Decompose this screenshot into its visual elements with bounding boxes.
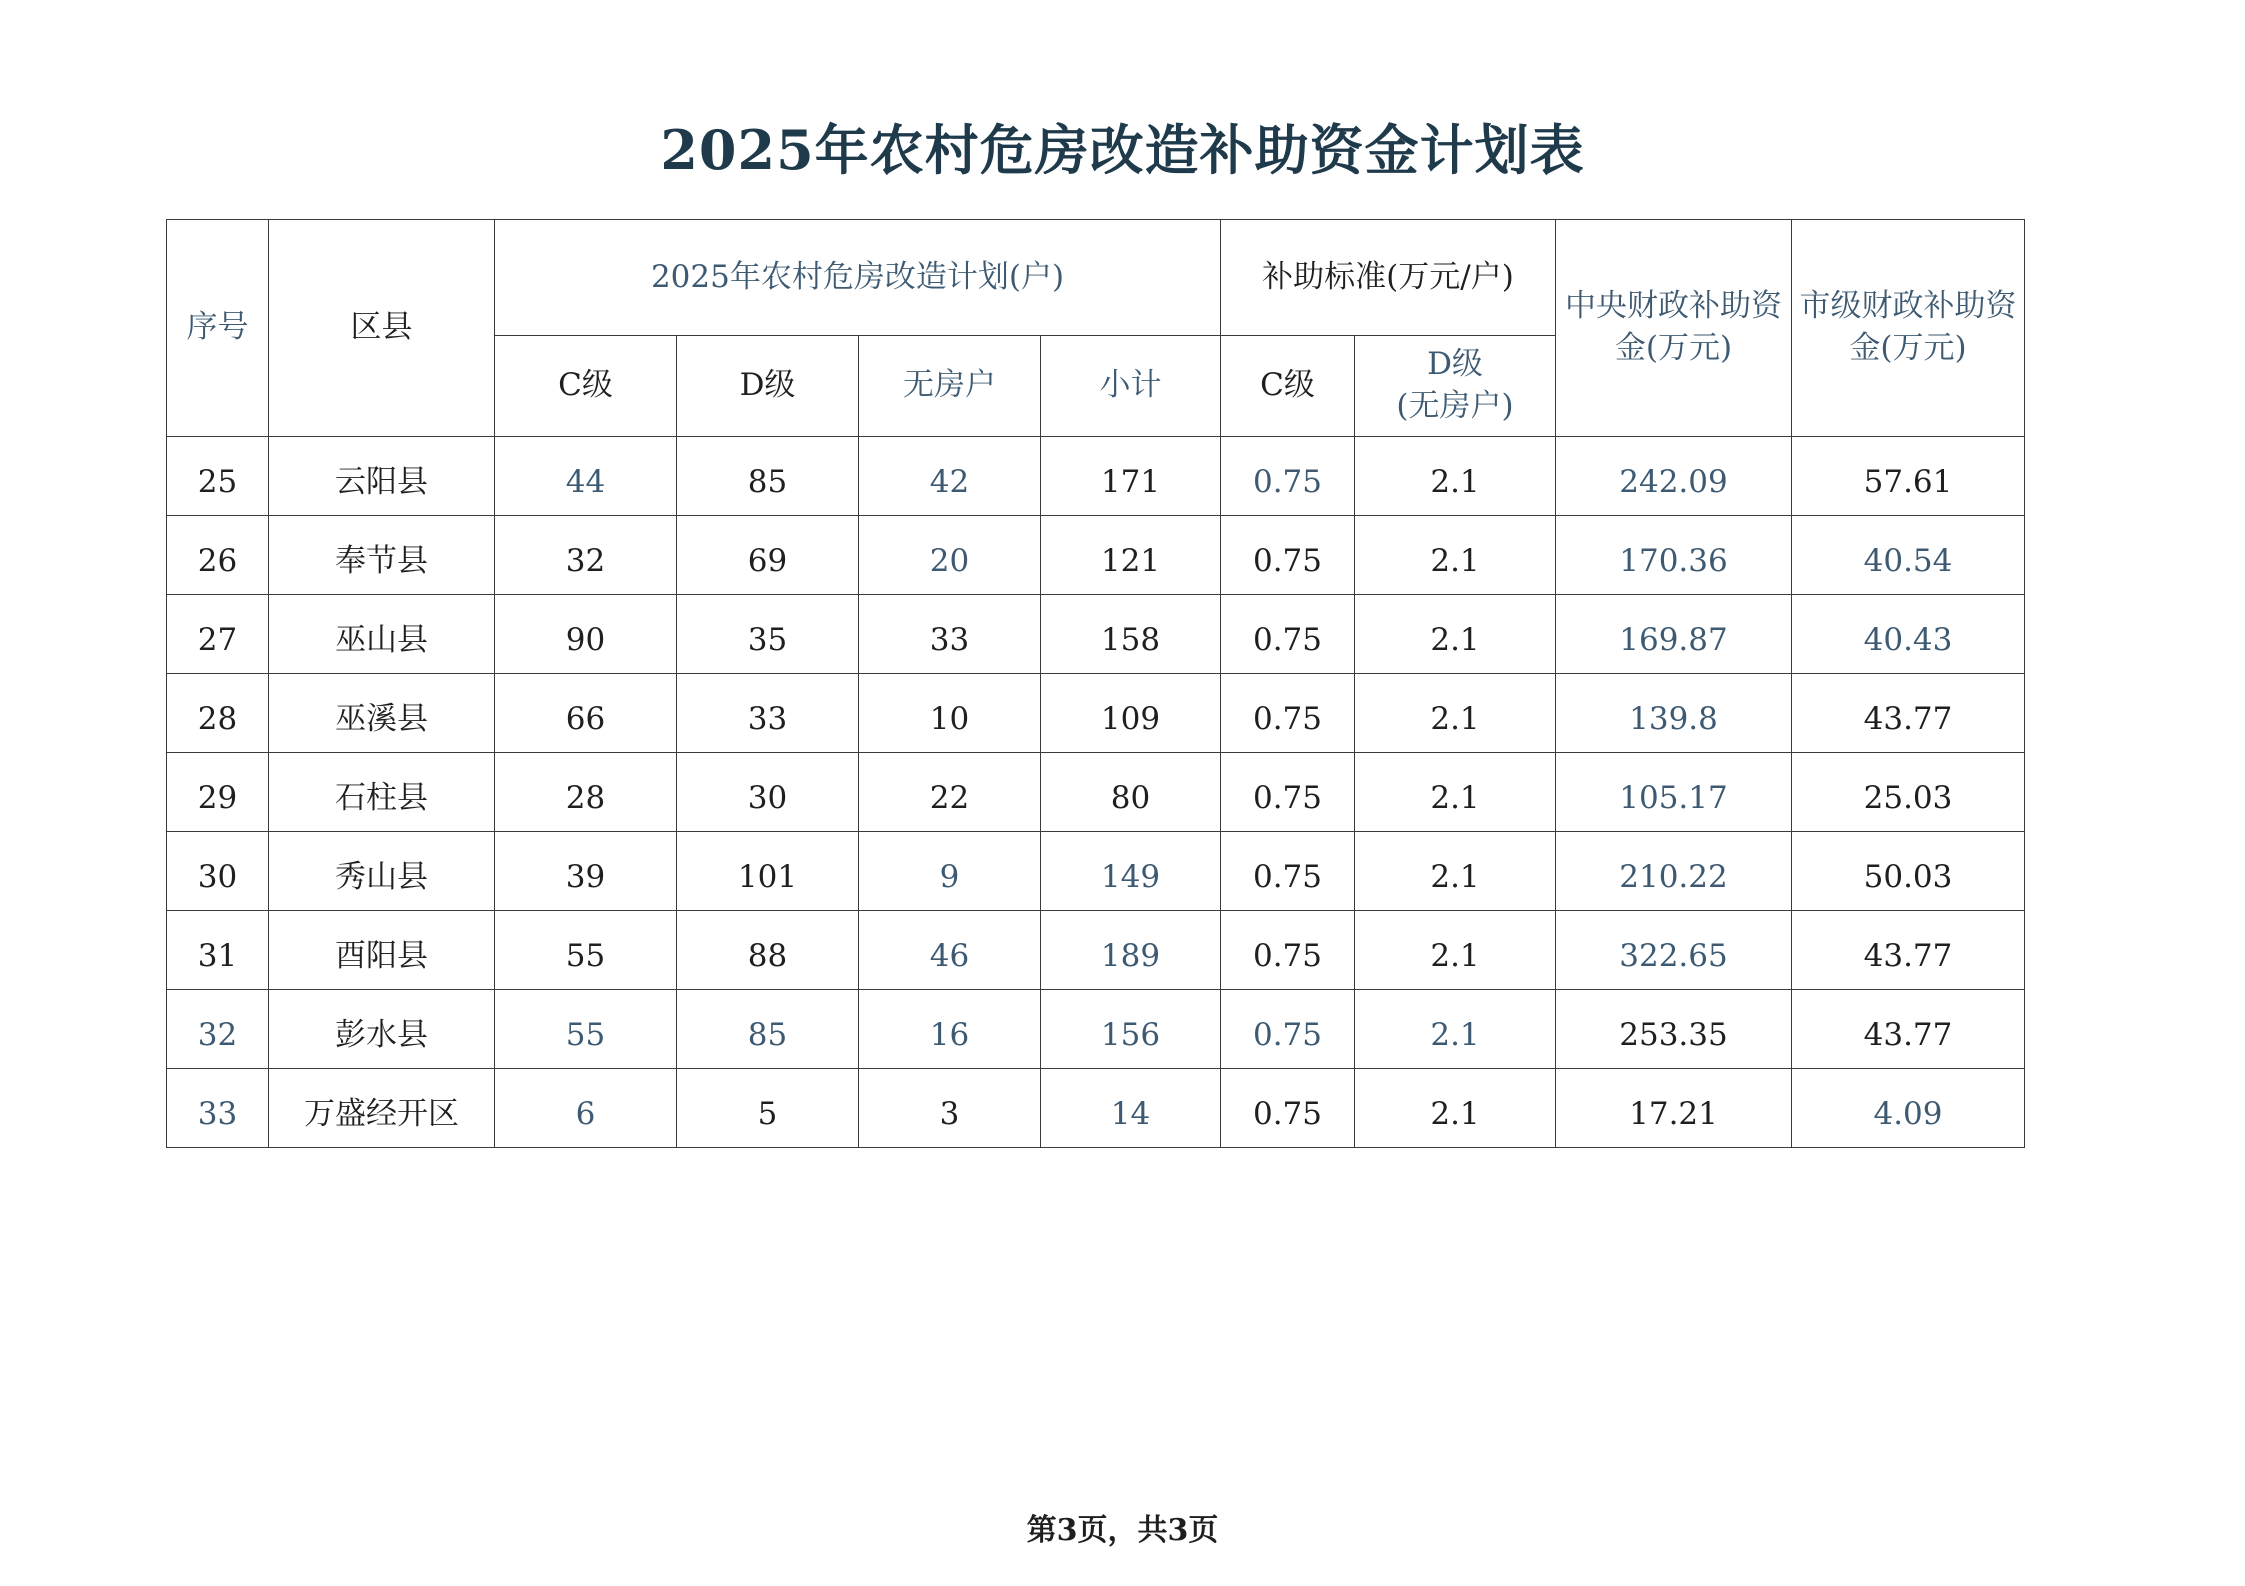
cell-std-d: 2.1 <box>1355 990 1556 1069</box>
cell-plan-d: 101 <box>677 832 859 911</box>
cell-seq: 28 <box>167 674 269 753</box>
cell-no-house: 16 <box>859 990 1041 1069</box>
cell-std-c: 0.75 <box>1221 437 1355 516</box>
cell-plan-c: 66 <box>495 674 677 753</box>
cell-subtotal: 156 <box>1041 990 1221 1069</box>
cell-city-fund: 40.54 <box>1792 516 2025 595</box>
cell-std-d: 2.1 <box>1355 674 1556 753</box>
page-number: 第3页，共3页 <box>1026 1513 1219 1548</box>
cell-subtotal: 158 <box>1041 595 1221 674</box>
table-row <box>167 1069 2025 1148</box>
cell-plan-c: 6 <box>495 1069 677 1148</box>
cell-plan-c: 90 <box>495 595 677 674</box>
table-row <box>167 753 2025 832</box>
header-plan-subtotal: 小计 <box>1041 336 1221 437</box>
cell-std-d: 2.1 <box>1355 1069 1556 1148</box>
table-row <box>167 832 2025 911</box>
cell-county: 奉节县 <box>269 516 495 595</box>
cell-central-fund: 139.8 <box>1556 674 1792 753</box>
cell-std-d: 2.1 <box>1355 911 1556 990</box>
cell-std-c: 0.75 <box>1221 832 1355 911</box>
cell-subtotal: 189 <box>1041 911 1221 990</box>
cell-city-fund: 57.61 <box>1792 437 2025 516</box>
cell-std-d: 2.1 <box>1355 753 1556 832</box>
table-row <box>167 911 2025 990</box>
cell-plan-d: 5 <box>677 1069 859 1148</box>
header-std-d: D级 (无房户) <box>1355 336 1556 437</box>
cell-county: 万盛经开区 <box>269 1069 495 1148</box>
header-central-fund: 中央财政补助资金(万元) <box>1556 220 1792 437</box>
cell-county: 云阳县 <box>269 437 495 516</box>
cell-plan-c: 44 <box>495 437 677 516</box>
cell-no-house: 20 <box>859 516 1041 595</box>
cell-city-fund: 43.77 <box>1792 674 2025 753</box>
cell-plan-d: 69 <box>677 516 859 595</box>
cell-plan-d: 35 <box>677 595 859 674</box>
cell-central-fund: 17.21 <box>1556 1069 1792 1148</box>
cell-no-house: 10 <box>859 674 1041 753</box>
cell-central-fund: 210.22 <box>1556 832 1792 911</box>
cell-std-d: 2.1 <box>1355 516 1556 595</box>
cell-std-c: 0.75 <box>1221 1069 1355 1148</box>
cell-city-fund: 25.03 <box>1792 753 2025 832</box>
cell-no-house: 22 <box>859 753 1041 832</box>
cell-seq: 31 <box>167 911 269 990</box>
cell-city-fund: 43.77 <box>1792 911 2025 990</box>
table-row <box>167 595 2025 674</box>
cell-std-c: 0.75 <box>1221 990 1355 1069</box>
subsidy-plan-table <box>166 219 2025 1148</box>
cell-county: 巫山县 <box>269 595 495 674</box>
cell-plan-d: 30 <box>677 753 859 832</box>
cell-seq: 29 <box>167 753 269 832</box>
cell-seq: 27 <box>167 595 269 674</box>
header-standard-group: 补助标准(万元/户) <box>1221 220 1556 336</box>
cell-no-house: 3 <box>859 1069 1041 1148</box>
cell-plan-c: 39 <box>495 832 677 911</box>
cell-central-fund: 170.36 <box>1556 516 1792 595</box>
header-county: 区县 <box>269 220 495 437</box>
cell-plan-d: 85 <box>677 990 859 1069</box>
cell-seq: 32 <box>167 990 269 1069</box>
cell-seq: 33 <box>167 1069 269 1148</box>
cell-seq: 25 <box>167 437 269 516</box>
cell-plan-d: 88 <box>677 911 859 990</box>
table-row <box>167 516 2025 595</box>
cell-subtotal: 149 <box>1041 832 1221 911</box>
cell-county: 酉阳县 <box>269 911 495 990</box>
cell-county: 彭水县 <box>269 990 495 1069</box>
cell-central-fund: 322.65 <box>1556 911 1792 990</box>
cell-plan-c: 28 <box>495 753 677 832</box>
cell-plan-c: 32 <box>495 516 677 595</box>
header-plan-no-house: 无房户 <box>859 336 1041 437</box>
cell-subtotal: 121 <box>1041 516 1221 595</box>
cell-subtotal: 109 <box>1041 674 1221 753</box>
table-row <box>167 674 2025 753</box>
cell-county: 巫溪县 <box>269 674 495 753</box>
cell-central-fund: 105.17 <box>1556 753 1792 832</box>
cell-no-house: 42 <box>859 437 1041 516</box>
cell-city-fund: 50.03 <box>1792 832 2025 911</box>
cell-std-c: 0.75 <box>1221 516 1355 595</box>
cell-subtotal: 80 <box>1041 753 1221 832</box>
cell-central-fund: 242.09 <box>1556 437 1792 516</box>
page-title: 2025年农村危房改造补助资金计划表 <box>660 118 1585 182</box>
cell-county: 秀山县 <box>269 832 495 911</box>
cell-plan-d: 85 <box>677 437 859 516</box>
cell-central-fund: 169.87 <box>1556 595 1792 674</box>
cell-std-c: 0.75 <box>1221 911 1355 990</box>
cell-seq: 26 <box>167 516 269 595</box>
cell-plan-c: 55 <box>495 990 677 1069</box>
cell-subtotal: 14 <box>1041 1069 1221 1148</box>
cell-city-fund: 4.09 <box>1792 1069 2025 1148</box>
header-city-fund: 市级财政补助资金(万元) <box>1792 220 2025 437</box>
cell-no-house: 46 <box>859 911 1041 990</box>
cell-plan-c: 55 <box>495 911 677 990</box>
cell-subtotal: 171 <box>1041 437 1221 516</box>
cell-no-house: 33 <box>859 595 1041 674</box>
header-plan-c: C级 <box>495 336 677 437</box>
cell-std-d: 2.1 <box>1355 437 1556 516</box>
header-plan-d: D级 <box>677 336 859 437</box>
cell-std-d: 2.1 <box>1355 595 1556 674</box>
cell-county: 石柱县 <box>269 753 495 832</box>
cell-no-house: 9 <box>859 832 1041 911</box>
header-seq: 序号 <box>167 220 269 437</box>
table-row <box>167 437 2025 516</box>
cell-city-fund: 43.77 <box>1792 990 2025 1069</box>
cell-central-fund: 253.35 <box>1556 990 1792 1069</box>
cell-seq: 30 <box>167 832 269 911</box>
header-plan-group: 2025年农村危房改造计划(户) <box>495 220 1221 336</box>
cell-std-c: 0.75 <box>1221 674 1355 753</box>
cell-std-c: 0.75 <box>1221 595 1355 674</box>
cell-plan-d: 33 <box>677 674 859 753</box>
header-std-c: C级 <box>1221 336 1355 437</box>
cell-std-c: 0.75 <box>1221 753 1355 832</box>
cell-std-d: 2.1 <box>1355 832 1556 911</box>
cell-city-fund: 40.43 <box>1792 595 2025 674</box>
table-row <box>167 990 2025 1069</box>
header-row-1 <box>167 220 2025 336</box>
